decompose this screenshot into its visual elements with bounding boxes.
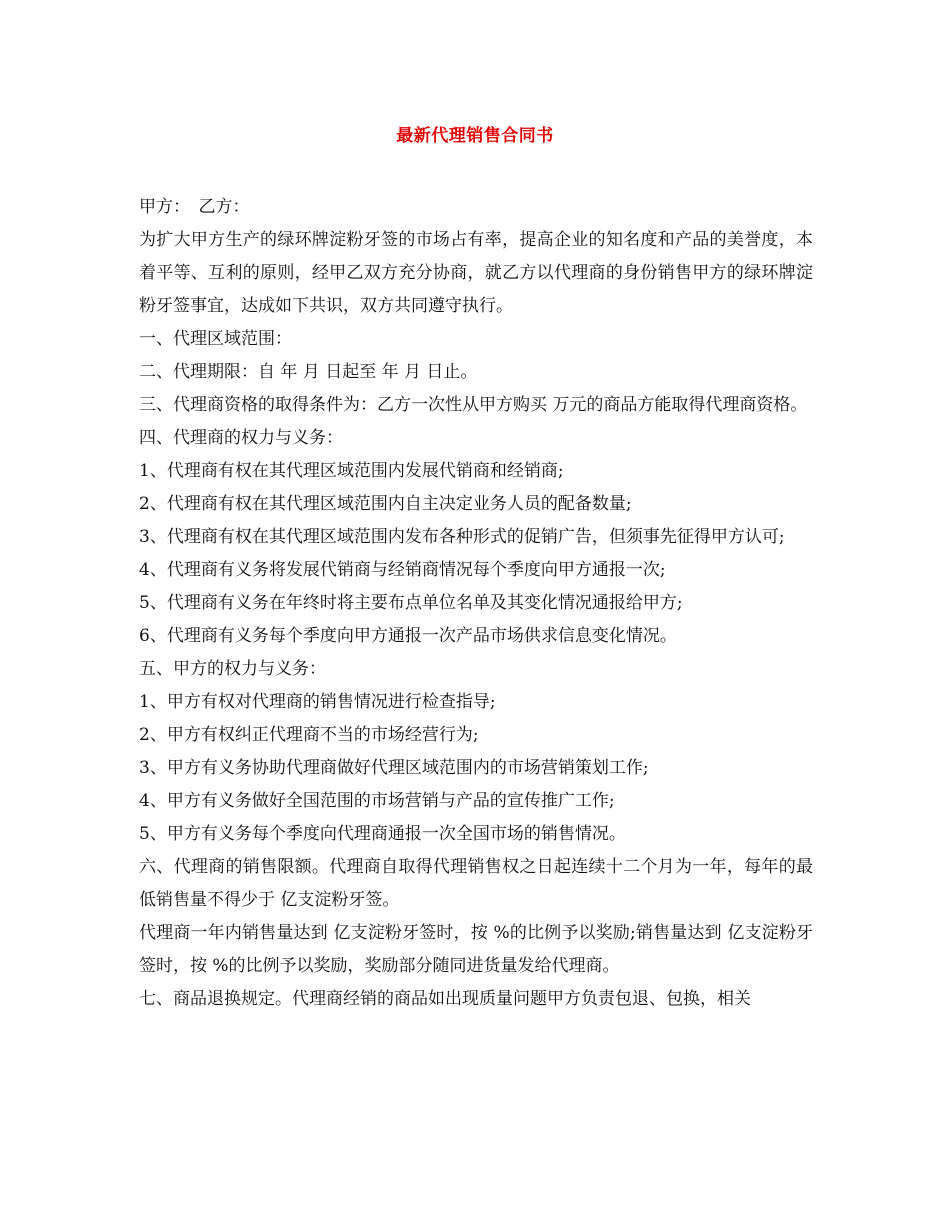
document-title: 最新代理销售合同书 <box>396 126 554 146</box>
section-heading-term: 二、代理期限：自 年 月 日起至 年 月 日止。 <box>139 362 478 382</box>
list-item: 4、代理商有义务将发展代销商与经销商情况每个季度向甲方通报一次; <box>139 560 666 580</box>
list-item: 1、甲方有权对代理商的销售情况进行检查指导; <box>139 692 496 712</box>
section-heading-returns: 七、商品退换规定。代理商经销的商品如出现质量问题甲方负责包退、包换，相关 <box>139 989 751 1009</box>
list-item: 3、代理商有权在其代理区域范围内发布各种形式的促销广告，但须事先征得甲方认可; <box>139 527 785 547</box>
section-heading-agent-rights: 四、代理商的权力与义务： <box>139 428 343 448</box>
paragraph-preamble: 为扩大甲方生产的绿环牌淀粉牙签的市场占有率，提高企业的知名度和产品的美誉度，本着平等、互利的原则，经甲乙双方充分协商，就乙方以代理商的身份销售甲方的绿环牌淀粉牙签事宜，达成如下共识，双方共同遵守执行。 <box>139 230 813 316</box>
list-item: 4、甲方有义务做好全国范围的市场营销与产品的宣传推广工作; <box>139 791 615 811</box>
section-heading-qualification: 三、代理商资格的取得条件为：乙方一次性从甲方购买 万元的商品方能取得代理商资格。 <box>139 395 808 415</box>
section-heading-sales-quota: 六、代理商的销售限额。代理商自取得代理销售权之日起连续十二个月为一年，每年的最低销售量不得少于 亿支淀粉牙签。 <box>139 857 813 910</box>
list-item: 5、甲方有义务每个季度向代理商通报一次全国市场的销售情况。 <box>139 824 626 844</box>
paragraph-rewards: 代理商一年内销售量达到 亿支淀粉牙签时，按 %的比例予以奖励;销售量达到 亿支淀粉牙签时，按 %的比例予以奖励，奖励部分随同进货量发给代理商。 <box>139 923 813 976</box>
list-item: 2、代理商有权在其代理区域范围内自主决定业务人员的配备数量; <box>139 494 632 514</box>
list-item: 6、代理商有义务每个季度向甲方通报一次产品市场供求信息变化情况。 <box>139 626 677 646</box>
section-heading-region: 一、代理区域范围： <box>139 329 292 349</box>
list-item: 1、代理商有权在其代理区域范围内发展代销商和经销商; <box>139 461 564 481</box>
document-body <box>139 191 813 1016</box>
paragraph-parties: 甲方： 乙方： <box>139 197 250 217</box>
list-item: 3、甲方有义务协助代理商做好代理区域范围内的市场营销策划工作; <box>139 758 649 778</box>
list-item: 2、甲方有权纠正代理商不当的市场经营行为; <box>139 725 479 745</box>
list-item: 5、代理商有义务在年终时将主要布点单位名单及其变化情况通报给甲方; <box>139 593 683 613</box>
section-heading-party-a-rights: 五、甲方的权力与义务： <box>139 659 326 679</box>
